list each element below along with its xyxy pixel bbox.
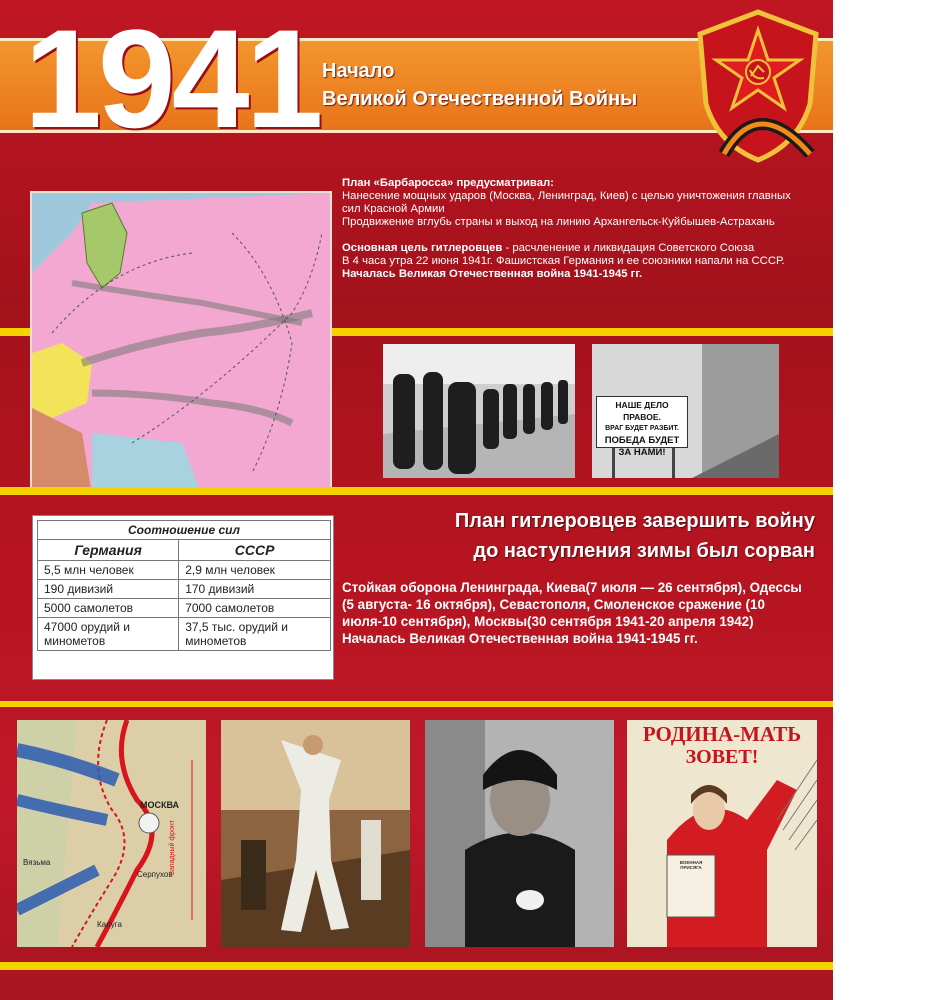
plan-heading: План «Барбаросса» предусматривал:	[342, 177, 554, 189]
table-caption: Соотношение сил	[38, 521, 331, 540]
title-line-1: Начало	[322, 60, 395, 82]
victory-sign-photo	[592, 344, 779, 478]
plan-line-1: Нанесение мощных ударов (Москва, Ленинград, Киев) с целью уничтожения главных сил Красной Армии	[342, 190, 791, 215]
col-ussr: СССР	[179, 540, 331, 561]
col-germany: Германия	[38, 540, 179, 561]
defense-text	[342, 579, 812, 647]
blockade-survivor-photo	[425, 720, 614, 947]
sign-line-4: ЗА НАМИ!	[618, 447, 666, 458]
defense-headline-1: План гитлеровцев завершить войну	[454, 510, 815, 532]
plan-line-2: Продвижение вглубь страны и выход на линию Архангельск-Куйбышев-Астрахань	[342, 216, 775, 228]
defense-body: Стойкая оборона Ленинграда, Киева(7 июля — 26 сентября), Одессы (5 августа- 16 октября), Севастополя, Смоленское сражение (10 июля-10 сентября), Москвы(30 сентября 1941-20 апреля 1942)	[342, 580, 802, 629]
cell-germany: 47000 орудий и минометов	[38, 618, 179, 651]
forces-table	[32, 515, 334, 680]
poster-line-2: ЗОВЕТ!	[685, 746, 759, 768]
cell-germany: 5000 самолетов	[38, 599, 179, 618]
moscow-battle-map	[17, 720, 206, 947]
cell-ussr: 37,5 тыс. орудий и минометов	[179, 618, 331, 651]
map-label-vyazma: Вязьма	[23, 858, 51, 867]
year-title: 1941	[24, 0, 320, 157]
poster-line-1: РОДИНА-МАТЬ	[642, 722, 802, 746]
cell-ussr: 170 дивизий	[179, 580, 331, 599]
goal-text: - расчленение и ликвидация Советского Союза	[502, 242, 755, 254]
sign-line-3: ПОБЕДА БУДЕТ	[604, 435, 680, 446]
motherland-calls-poster	[627, 720, 817, 947]
table-row	[38, 618, 331, 651]
sign-line-1: НАШЕ ДЕЛО ПРАВОЕ.	[615, 400, 669, 422]
yellow-stripe	[0, 701, 833, 707]
defense-war-start: Началась Великая Отечественная война 1941-1945 гг.	[342, 631, 698, 646]
map-label-serpukhov: Серпухов	[137, 870, 173, 879]
cell-germany: 190 дивизий	[38, 580, 179, 599]
cell-ussr: 2,9 млн человек	[179, 561, 331, 580]
title-line-2: Великой Отечественной Войны	[322, 88, 638, 110]
sign-line-2: ВРАГ БУДЕТ РАЗБИТ.	[605, 425, 679, 432]
map-label-moscow: МОСКВА	[140, 800, 180, 810]
attack-text: В 4 часа утра 22 июня 1941г. Фашистская Германия и ее союзники напали на СССР.	[342, 255, 785, 267]
oath-title: ВОЕННАЯ ПРИСЯГА	[679, 860, 703, 870]
table-row	[38, 561, 331, 580]
map-label-kaluga: Калуга	[97, 920, 122, 929]
star-emblem-icon	[688, 4, 828, 164]
barbarossa-map	[30, 191, 332, 494]
cell-germany: 5,5 млн человек	[38, 561, 179, 580]
table-row	[38, 580, 331, 599]
yellow-stripe	[0, 962, 833, 970]
barbarossa-plan-text	[342, 177, 812, 281]
map-label-front: Западный фронт	[169, 820, 176, 876]
defense-headline-2: до наступления зимы был сорван	[473, 540, 815, 562]
table-row	[38, 599, 331, 618]
cell-ussr: 7000 самолетов	[179, 599, 331, 618]
soldiers-photo	[383, 344, 575, 478]
white-margin	[833, 0, 945, 1000]
goal-label: Основная цель гитлеровцев	[342, 242, 503, 254]
war-start-text: Началась Великая Отечественная война 1941-1945 гг.	[342, 268, 643, 280]
sign-board	[596, 396, 688, 458]
yellow-stripe	[0, 487, 833, 495]
battle-painting	[221, 720, 410, 947]
